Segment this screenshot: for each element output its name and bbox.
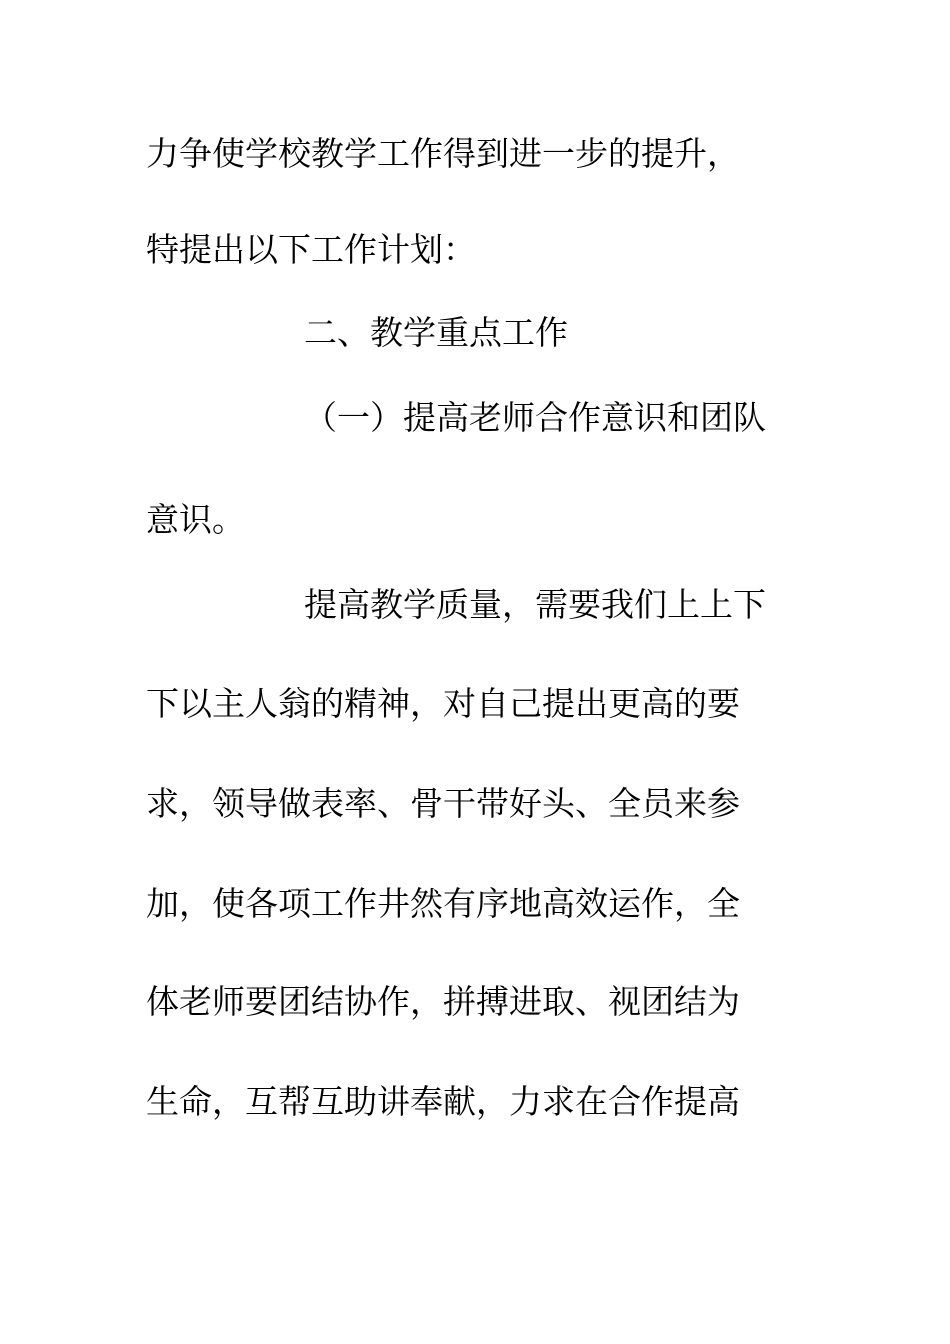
subsection-heading: （一）提高老师合作意识和团队 [304, 398, 766, 437]
paragraph-line-2: 下以主人翁的精神，对自己提出更高的要 [146, 684, 740, 723]
paragraph-line-5: 体老师要团结协作，拼搏进取、视团结为 [146, 982, 740, 1021]
paragraph-line-6: 生命，互帮互助讲奉献，力求在合作提高 [146, 1082, 740, 1121]
section-heading: 二、教学重点工作 [304, 313, 568, 352]
paragraph-line-1: 提高教学质量，需要我们上上下 [304, 585, 766, 624]
body-text-line-2: 特提出以下工作计划： [146, 230, 476, 269]
paragraph-line-4: 加，使各项工作井然有序地高效运作，全 [146, 884, 740, 923]
body-text-line-1: 力争使学校教学工作得到进一步的提升， [146, 134, 740, 173]
subsection-heading-continued: 意识。 [146, 500, 245, 539]
paragraph-line-3: 求，领导做表率、骨干带好头、全员来参 [146, 784, 740, 823]
